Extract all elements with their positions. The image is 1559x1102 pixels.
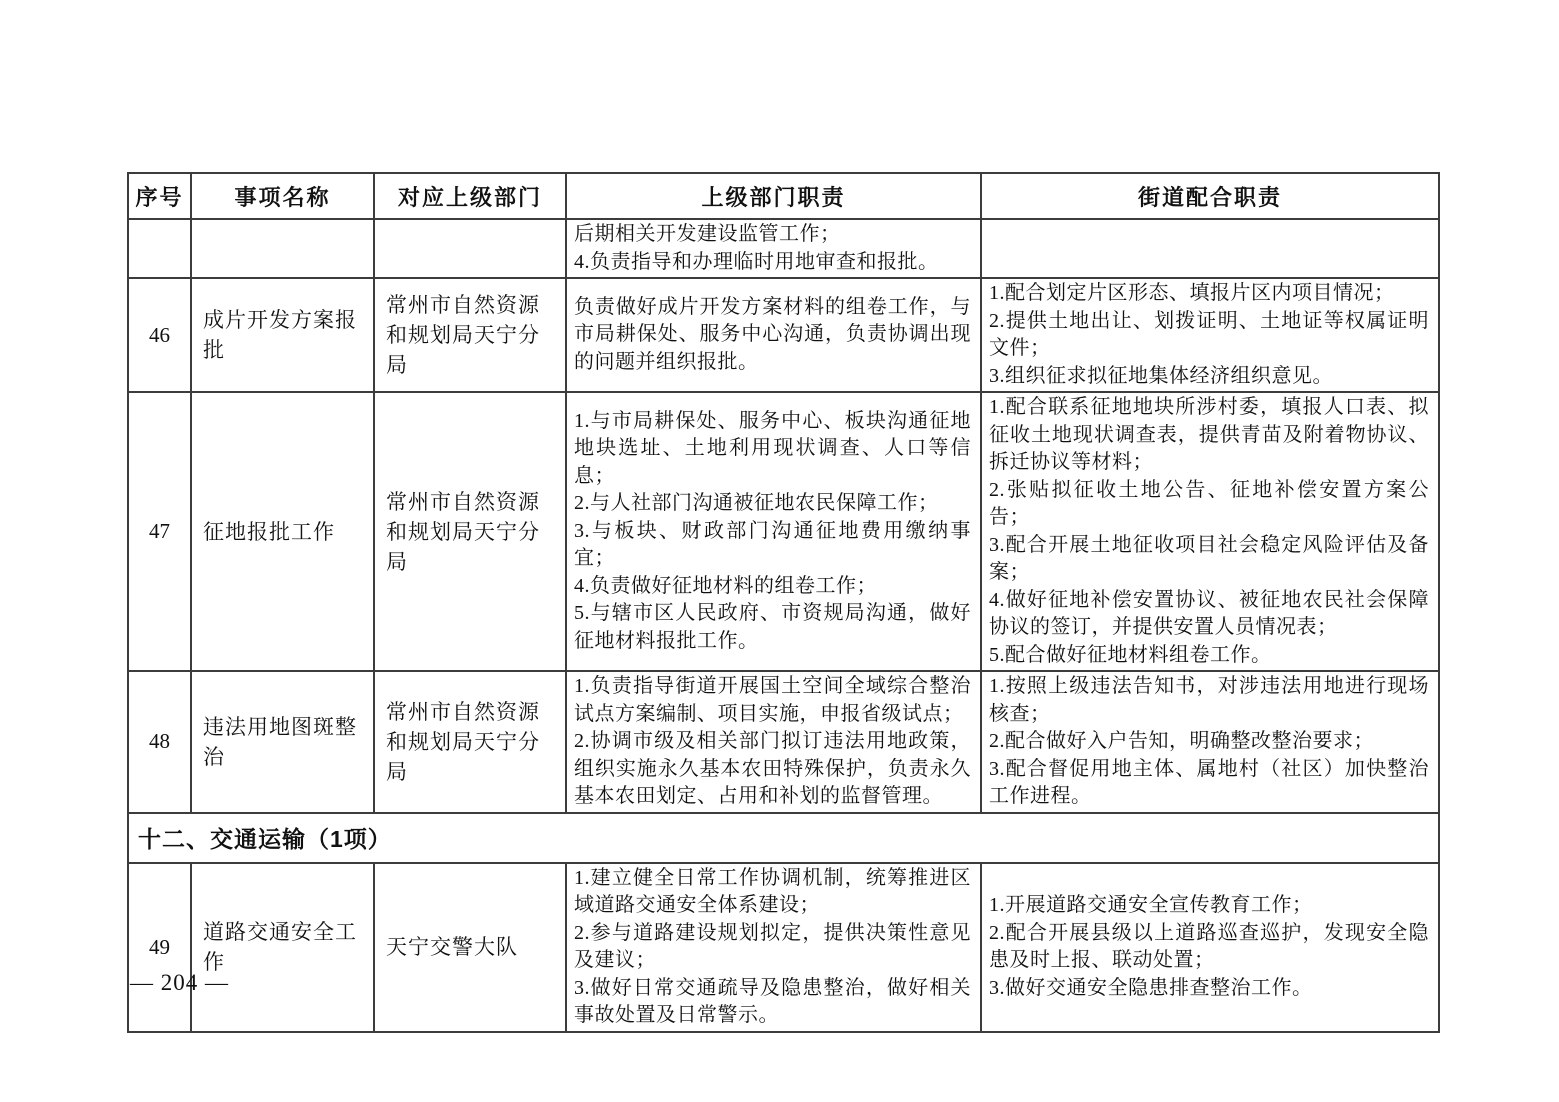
superior-duties-cell bbox=[566, 863, 981, 1032]
duty-item: 1.负责指导街道开展国土空间全域综合整治试点方案编制、项目实施，申报省级试点； bbox=[574, 675, 971, 725]
responsibility-table bbox=[127, 172, 1440, 1033]
duty-item: 1.建立健全日常工作协调机制，统筹推进区域道路交通安全体系建设； bbox=[574, 866, 971, 916]
duty-item: 4.负责指导和办理临时用地审查和报批。 bbox=[574, 250, 939, 273]
department-cell: 天宁交警大队 bbox=[374, 863, 566, 1032]
street-duties-cell bbox=[981, 392, 1439, 671]
table-row bbox=[128, 392, 1439, 671]
duty-item: 1.与市局耕保处、服务中心、板块沟通征地地块选址、土地利用现状调查、人口等信息； bbox=[574, 409, 971, 487]
column-header: 上级部门职责 bbox=[566, 173, 981, 219]
column-header: 对应上级部门 bbox=[374, 173, 566, 219]
row-number-cell: 48 bbox=[128, 671, 191, 813]
duty-item: 3.与板块、财政部门沟通征地费用缴纳事宜； bbox=[574, 519, 971, 570]
duty-item: 3.配合开展土地征收项目社会稳定风险评估及备案； bbox=[989, 533, 1429, 583]
table-header-row bbox=[128, 173, 1439, 219]
duty-item: 4.做好征地补偿安置协议、被征地农民社会保障协议的签订，并提供安置人员情况表； bbox=[989, 588, 1429, 638]
column-header: 序号 bbox=[128, 173, 191, 219]
duty-item: 后期相关开发建设监管工作； bbox=[574, 223, 841, 245]
duty-item: 2.张贴拟征收土地公告、征地补偿安置方案公告； bbox=[989, 478, 1429, 528]
table-row bbox=[128, 671, 1439, 813]
row-number-cell: 47 bbox=[128, 392, 191, 671]
item-name-cell: 道路交通安全工作 bbox=[191, 863, 374, 1032]
duty-item: 1.配合联系征地地块所涉村委，填报人口表、拟征收土地现状调查表，提供青苗及附着物协议、拆迁协议等材料； bbox=[989, 396, 1429, 473]
department-cell: 常州市自然资源和规划局天宁分局 bbox=[374, 392, 566, 671]
duty-item: 2.协调市级及相关部门拟订违法用地政策，组织实施永久基本农田特殊保护，负责永久基本农田划定、占用和补划的监督管理。 bbox=[574, 730, 971, 807]
duty-item: 1.开展道路交通安全宣传教育工作； bbox=[989, 894, 1313, 916]
superior-duties-cell bbox=[566, 392, 981, 671]
duty-item: 2.参与道路建设规划拟定，提供决策性意见及建议； bbox=[574, 921, 971, 971]
street-duties-cell bbox=[981, 671, 1439, 813]
duty-item: 3.组织征求拟征地集体经济组织意见。 bbox=[989, 364, 1333, 387]
street-duties-cell bbox=[981, 863, 1439, 1032]
section-header: 十二、交通运输（1项） bbox=[128, 813, 1439, 863]
duty-item: 负责做好成片开发方案材料的组卷工作，与市局耕保处、服务中心沟通，负责协调出现的问题并组织报批。 bbox=[574, 295, 971, 373]
table-row bbox=[128, 278, 1439, 392]
item-name-cell: 征地报批工作 bbox=[191, 392, 374, 671]
table-row bbox=[128, 219, 1439, 278]
duty-item: 1.配合划定片区形态、填报片区内项目情况； bbox=[989, 282, 1395, 304]
item-name-cell: 成片开发方案报批 bbox=[191, 278, 374, 392]
department-cell: 常州市自然资源和规划局天宁分局 bbox=[374, 278, 566, 392]
item-name-cell: 违法用地图斑整治 bbox=[191, 671, 374, 813]
duty-item: 5.与辖市区人民政府、市资规局沟通，做好征地材料报批工作。 bbox=[574, 602, 971, 652]
superior-duties-cell bbox=[566, 278, 981, 392]
duty-item: 2.配合开展县级以上道路巡查巡护，发现安全隐患及时上报、联动处置； bbox=[989, 921, 1429, 971]
duty-item: 1.按照上级违法告知书，对涉违法用地进行现场核查； bbox=[989, 675, 1429, 725]
duty-item: 5.配合做好征地材料组卷工作。 bbox=[989, 643, 1272, 666]
street-duties-cell bbox=[981, 219, 1439, 278]
duty-item: 3.做好交通安全隐患排查整治工作。 bbox=[989, 976, 1313, 999]
superior-duties-cell bbox=[566, 671, 981, 813]
duty-item: 3.配合督促用地主体、属地村（社区）加快整治工作进程。 bbox=[989, 757, 1429, 807]
page-number: — 204 — bbox=[130, 970, 229, 995]
duty-item: 2.配合做好入户告知，明确整改整治要求； bbox=[989, 730, 1374, 752]
duty-item: 2.与人社部门沟通被征地农民保障工作； bbox=[574, 492, 939, 515]
superior-duties-cell bbox=[566, 219, 981, 278]
duty-item: 3.做好日常交通疏导及隐患整治，做好相关事故处置及日常警示。 bbox=[574, 976, 971, 1026]
duty-item: 2.提供土地出让、划拨证明、土地证等权属证明文件； bbox=[989, 309, 1429, 359]
row-number-cell: 49 bbox=[128, 863, 191, 1032]
department-cell: 常州市自然资源和规划局天宁分局 bbox=[374, 671, 566, 813]
column-header: 事项名称 bbox=[191, 173, 374, 219]
row-number-cell: 46 bbox=[128, 278, 191, 392]
street-duties-cell bbox=[981, 278, 1439, 392]
column-header: 街道配合职责 bbox=[981, 173, 1439, 219]
department-cell bbox=[374, 219, 566, 278]
table-row bbox=[128, 863, 1439, 1032]
section-row bbox=[128, 813, 1439, 863]
row-number-cell bbox=[128, 219, 191, 278]
duty-item: 4.负责做好征地材料的组卷工作； bbox=[574, 574, 877, 597]
item-name-cell bbox=[191, 219, 374, 278]
